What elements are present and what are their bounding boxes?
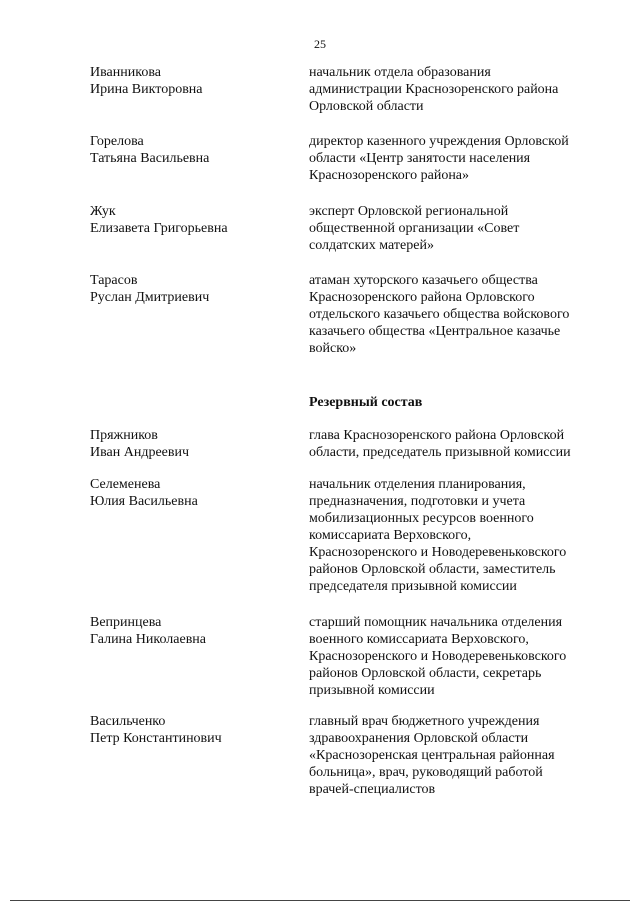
- position-line: председателя призывной комиссии: [309, 579, 517, 594]
- position-line: предназначения, подготовки и учета: [309, 494, 526, 509]
- position-line: казачьего общества «Центральное казачье: [309, 324, 561, 339]
- given-names: Галина Николаевна: [90, 632, 207, 647]
- position-line: мобилизационных ресурсов военного: [309, 511, 534, 526]
- surname: Жук: [90, 204, 116, 219]
- surname: Васильченко: [90, 714, 166, 729]
- position-line: области, председатель призывной комиссии: [309, 445, 571, 460]
- given-names: Ирина Викторовна: [90, 82, 203, 97]
- position-line: солдатских матерей»: [309, 238, 434, 253]
- given-names: Иван Андреевич: [90, 445, 190, 460]
- reserve-heading: Резервный состав: [309, 395, 423, 410]
- position-line: отдельского казачьего общества войскового: [309, 307, 570, 322]
- member-position: [309, 476, 609, 595]
- surname: Иванникова: [90, 65, 161, 80]
- member-name: [90, 476, 290, 510]
- position-line: начальник отделения планирования,: [309, 477, 526, 492]
- member-position: [309, 64, 609, 115]
- given-names: Юлия Васильевна: [90, 494, 198, 509]
- member-position: [309, 614, 609, 699]
- position-line: старший помощник начальника отделения: [309, 615, 563, 630]
- position-line: больница», врач, руководящий работой: [309, 765, 543, 780]
- given-names: Елизавета Григорьевна: [90, 221, 228, 236]
- surname: Пряжников: [90, 428, 158, 443]
- position-line: атаман хуторского казачьего общества: [309, 273, 538, 288]
- member-name: [90, 272, 290, 306]
- member-name: [90, 614, 290, 648]
- position-line: районов Орловской области, секретарь: [309, 666, 542, 681]
- surname: Селеменева: [90, 477, 161, 492]
- position-line: «Краснозоренская центральная районная: [309, 748, 555, 763]
- position-line: войско»: [309, 341, 357, 356]
- position-line: Орловской области: [309, 99, 424, 114]
- position-line: директор казенного учреждения Орловской: [309, 134, 569, 149]
- position-line: комиссариата Верховского,: [309, 528, 472, 543]
- member-name: [90, 713, 290, 747]
- position-line: эксперт Орловской региональной: [309, 204, 509, 219]
- position-line: глава Краснозоренского района Орловской: [309, 428, 565, 443]
- surname: Горелова: [90, 134, 144, 149]
- position-line: врачей-специалистов: [309, 782, 436, 797]
- member-position: [309, 203, 609, 254]
- position-line: Краснозоренского района Орловского: [309, 290, 535, 305]
- member-name: [90, 64, 290, 98]
- member-position: [309, 133, 609, 184]
- surname: Тарасов: [90, 273, 138, 288]
- member-name: [90, 133, 290, 167]
- position-line: главный врач бюджетного учреждения: [309, 714, 540, 729]
- surname: Вепринцева: [90, 615, 162, 630]
- position-line: военного комиссариата Верховского,: [309, 632, 529, 647]
- member-name: [90, 427, 290, 461]
- position-line: Краснозоренского и Новодеревеньковского: [309, 545, 567, 560]
- member-position: [309, 427, 609, 461]
- given-names: Татьяна Васильевна: [90, 151, 210, 166]
- position-line: призывной комиссии: [309, 683, 435, 698]
- position-line: районов Орловской области, заместитель: [309, 562, 556, 577]
- given-names: Петр Константинович: [90, 731, 222, 746]
- page-number: 25: [314, 37, 326, 51]
- position-line: Краснозоренского района»: [309, 168, 470, 183]
- member-position: [309, 713, 609, 798]
- position-line: администрации Краснозоренского района: [309, 82, 559, 97]
- position-line: области «Центр занятости населения: [309, 151, 531, 166]
- member-name: [90, 203, 290, 237]
- footer-rule: [10, 900, 630, 901]
- position-line: Краснозоренского и Новодеревеньковского: [309, 649, 567, 664]
- position-line: начальник отдела образования: [309, 65, 491, 80]
- member-position: [309, 272, 609, 357]
- position-line: общественной организации «Совет: [309, 221, 520, 236]
- given-names: Руслан Дмитриевич: [90, 290, 210, 305]
- position-line: здравоохранения Орловской области: [309, 731, 529, 746]
